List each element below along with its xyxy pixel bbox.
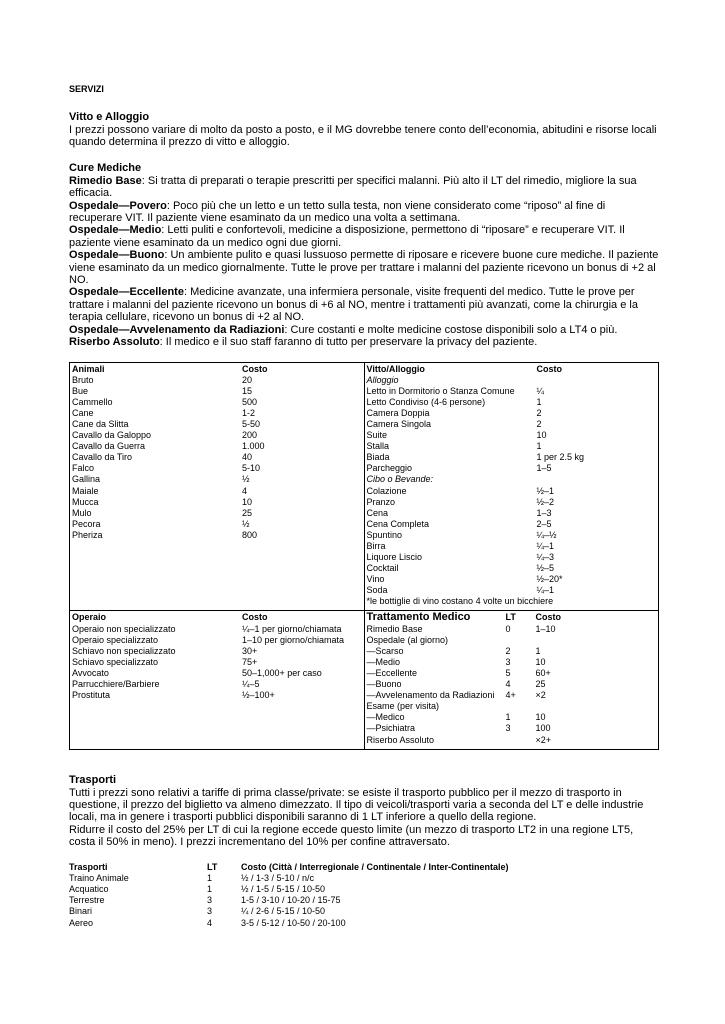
document-page [69,84,659,929]
alloggio-header-name: Vitto/Alloggio [366,363,425,374]
table-cell: 1-2 [242,407,256,418]
table-row [367,624,657,635]
table-cell: Esame (per visita) [366,701,440,712]
table-row [367,574,657,585]
cure-list [69,175,659,349]
table-cell: 4 [207,917,213,928]
table-cell: Falco [72,463,95,474]
table-row [367,635,657,646]
cure-item-term: Ospedale—Povero [69,199,167,212]
table-row [367,386,657,397]
trattamento-header-cost: Costo [535,612,561,623]
table-cell: ×2 [535,690,546,701]
table-row [72,452,362,463]
table-row [69,906,509,917]
price-tables [69,362,659,750]
vitto-text: I prezzi possono variare di molto da posto a posto, e il MG dovrebbe tenere conto dell’economia, abitudini e risorse locali quando determina il prezzo di vitto e alloggio. [69,124,657,149]
table-cell: Birra [366,541,386,551]
table-cell: Soda [366,585,388,596]
table-cell: Alloggio [366,374,399,385]
cure-item-text: : Un ambiente pulito e quasi lussuoso permette di riposare e ricevere buone cure mediche. Il paziente viene esaminato da un medico giornalmente. Tutte le prove per trattare i malanni del paziente ricevono un bonus di +2 al NO. [69,249,659,287]
table-cell: 1 [535,645,541,656]
table-cell: 75+ [242,656,258,667]
vitto-heading: Vitto e Alloggio [69,111,150,123]
table-row [367,497,657,508]
animali-header-name: Animali [72,363,105,374]
cure-item [69,175,659,200]
alloggio-cell [364,362,659,611]
table-cell: Suite [366,430,388,441]
table-cell: Parcheggio [366,463,413,474]
cure-item-text: : Il medico e il suo staff faranno di tutto per preservare la privacy del paziente. [159,336,538,349]
table-row [72,690,362,701]
table-cell [506,635,536,646]
table-cell [536,635,657,646]
table-cell: 3-5 / 5-12 / 10-50 / 20-100 [241,917,346,928]
trasporti-header-lt: LT [207,861,218,872]
cure-item-term: Ospedale—Eccellente [69,286,184,299]
table-cell: ½–20* [536,574,563,585]
table-cell: 10 [242,496,253,507]
cure-item [69,224,659,249]
table-row [367,541,657,552]
cure-item-term: Ospedale—Avvelenamento da Radiazioni [69,323,285,336]
table-cell: Traino Animale [69,872,129,883]
table-cell: Letto in Dormitorio o Stanza Comune [366,385,515,396]
table-cell: 40 [242,452,253,463]
table-row [367,657,657,668]
table-row [367,441,657,452]
trattamento-table [367,612,657,745]
table-cell: Parrucchiere/Barbiere [72,679,160,690]
cure-item-term: Ospedale—Medio [69,224,162,237]
alloggio-header-cost: Costo [536,363,562,374]
table-cell: 1–3 [536,507,552,518]
table-cell: Camera Singola [366,418,432,429]
cure-item [69,249,659,286]
trattamento-cell [364,611,659,749]
table-cell: 1 [536,441,542,452]
table-row [72,419,362,430]
table-cell: 2 [536,418,542,429]
table-row [69,873,509,884]
table-cell: 4+ [505,690,516,701]
table-row [367,463,657,474]
table-cell: Cena Completa [366,518,430,529]
table-cell: ¼–1 [536,541,555,551]
table-cell: 3 [207,906,213,917]
table-cell: —Buono [366,679,402,690]
table-row [72,668,362,679]
table-cell: 3 [505,723,511,734]
section-title: SERVIZI [69,84,104,94]
table-cell: —Eccellente [366,667,418,678]
table-row [367,679,657,690]
table-row [72,375,362,386]
table-row [72,646,362,657]
table-cell: 4 [505,679,511,690]
table-cell: 1 [536,396,542,407]
table-cell: Spuntino [366,529,403,540]
table-cell: Ospedale (al giorno) [366,634,449,645]
trattamento-header-lt: LT [505,612,516,623]
table-cell: Cibo o Bevande: [366,474,434,485]
trasporti-text-2: Ridurre il costo del 25% per LT di cui la regione eccede questo limite (un mezzo di trasporto LT2 in una regione LT5, costa il 50% in meno). I prezzi incrementano del 10% per confine attraversato. [69,823,634,849]
alloggio-note: *le bottiglie di vino costano 4 volte un bicchiere [366,596,554,607]
table-cell: Pecora [72,518,101,529]
table-row [72,397,362,408]
table-cell [536,701,657,712]
table-cell: ¼ / 2-6 / 5-15 / 10-50 [241,906,326,917]
table-row [72,463,362,474]
table-row [367,585,657,596]
cure-item-text: : Cure costanti e molte medicine costose disponibili solo a LT4 o più. [284,323,618,336]
table-cell: Acquatico [69,884,109,895]
cure-item-text: : Poco più che un letto e un tetto sulla testa, non viene considerato come “riposo” al fine di recuperare VIT. Il paziente viene esaminato da un medico una volta a settimana. [69,199,606,225]
table-row [72,474,362,485]
table-row [367,397,657,408]
table-cell: Bruto [72,374,94,385]
table-row [72,530,362,541]
table-cell: Stalla [366,441,390,452]
table-row [367,430,657,441]
table-row [72,386,362,397]
table-row [367,508,657,519]
table-cell: Cavallo da Galoppo [72,430,152,441]
table-cell: 200 [242,430,258,441]
operaio-table [72,612,362,701]
table-cell: —Medio [366,656,401,667]
table-cell: —Scarso [366,645,404,656]
table-cell: 25 [242,507,253,518]
table-row [367,519,657,530]
table-cell: 3 [207,895,213,906]
cure-heading: Cure Mediche [69,161,142,174]
table-cell: —Medico [366,712,405,723]
table-cell: Cocktail [366,563,399,574]
table-cell: Letto Condiviso (4-6 persone) [366,396,486,407]
table-cell: ¼–5 [242,679,260,690]
alloggio-table [367,364,657,597]
table-row [69,884,509,895]
table-row [367,690,657,701]
operaio-cell [70,611,365,749]
table-cell: Cavallo da Tiro [72,452,133,463]
table-cell [537,474,657,485]
table-row [72,635,362,646]
table-row [367,563,657,574]
table-cell: ½ [242,518,250,529]
table-cell: Liquore Liscio [366,552,423,563]
table-cell: —Avvelenamento da Radiazioni [366,690,495,701]
table-row [367,646,657,657]
table-cell: 1 [505,712,511,723]
table-cell: 5-10 [242,463,261,474]
trasporti-text-1: Tutti i prezzi sono relativi a tariffe di prima classe/private: se esiste il trasporto pubblico per il mezzo di trasporto in questione, il prezzo del biglietto va almeno dimezzato. Il tipo di veicoli/trasporti varia a seconda del LT e delle industrie locali, ma in genere i trasporti pubblici disponibili saranno di 1 LT inferiore a quello della regione. [69,786,644,824]
table-cell: 60+ [535,667,551,678]
table-cell: 1–5 [536,463,552,474]
table-row [72,497,362,508]
table-cell: 2–5 [536,518,552,529]
table-row [367,735,657,746]
table-cell: 10 [535,656,546,667]
table-cell: 15 [242,385,253,396]
table-row [72,486,362,497]
table-row [72,508,362,519]
cure-item [69,324,659,336]
table-cell: 5-50 [242,418,261,429]
trasporti-table [69,862,509,929]
trasporti-header-name: Trasporti [69,861,108,872]
table-row [72,441,362,452]
animali-header-cost: Costo [242,363,268,374]
table-cell: Cane da Slitta [72,418,129,429]
table-cell: 30+ [242,645,258,656]
table-cell: Cammello [72,396,113,407]
cure-item [69,200,659,225]
table-cell: 100 [535,723,551,734]
table-cell: Pranzo [366,496,396,507]
table-cell: Avvocato [72,667,109,678]
table-cell: Pheriza [72,529,103,540]
table-cell: Schiavo specializzato [72,656,159,667]
table-row [367,452,657,463]
table-cell: 5 [505,667,511,678]
table-cell: 0 [505,623,511,634]
table-cell: ½ / 1-3 / 5-10 / n/c [241,872,315,883]
table-cell: —Psichiatra [366,723,416,734]
table-cell [506,735,536,746]
table-cell: Operaio specializzato [72,634,159,645]
table-row [367,701,657,712]
table-cell: 25 [535,679,546,690]
table-cell: ½–100+ [242,690,275,701]
table-row [367,408,657,419]
table-cell: Cane [72,407,94,418]
cure-item [69,336,659,348]
trattamento-header-name: Trattamento Medico [366,611,471,624]
cure-item [69,286,659,323]
table-cell: ½ / 1-5 / 5-15 / 10-50 [241,884,326,895]
table-row [72,624,362,635]
table-cell: 800 [242,529,258,540]
table-cell: Prostituta [72,690,111,701]
table-cell [537,375,657,386]
table-cell: ¼ [536,385,545,396]
table-cell: 1 per 2.5 kg [536,452,585,463]
table-cell: 1 [207,872,213,883]
table-row [367,474,657,485]
table-row [367,530,657,541]
table-cell: Mucca [72,496,99,507]
table-cell: Aereo [69,917,94,928]
trasporti-header-cost: Costo (Città / Interregionale / Continentale / Inter-Continentale) [241,861,509,872]
table-cell: ½ [242,474,250,485]
operaio-header-name: Operaio [72,612,107,623]
animali-cell [70,362,365,611]
table-cell: 2 [536,407,542,418]
table-cell: Bue [72,385,89,396]
table-cell: ¼–3 [536,552,555,563]
table-row [367,668,657,679]
table-cell: Schiavo non specializzato [72,645,176,656]
table-cell: 1-5 / 3-10 / 10-20 / 15-75 [241,895,341,906]
cure-item-text: : Si tratta di preparati o terapie prescritti per specifici malanni. Più alto il LT del rimedio, migliore la sua efficacia. [69,174,637,200]
table-cell: Operaio non specializzato [72,623,176,634]
table-cell: ½–1 [536,485,555,496]
cure-item-term: Rimedio Base [69,174,142,187]
table-cell: 1.000 [242,441,265,452]
table-cell: Gallina [72,474,101,485]
table-cell: Vino [366,574,385,585]
table-cell: 50–1,000+ per caso [242,667,322,678]
table-cell: ¼–1 per giorno/chiamata [242,623,342,634]
cure-item-text: : Medicine avanzate, una infermiera personale, visite frequenti del medico. Tutte le prove per trattare i malanni del paziente ricevono un bonus di +6 al NO, mentre i trattamenti più avanzati, come la chirurgia e la terapia cellulare, ricevono un bonus di +2 al NO. [69,286,638,324]
table-row [72,679,362,690]
table-cell: Cavallo da Guerra [72,441,146,452]
table-cell: Terrestre [69,895,105,906]
trasporti-heading: Trasporti [69,773,117,786]
table-cell: Mulo [72,507,92,518]
table-cell: Camera Doppia [366,407,430,418]
table-row [367,712,657,723]
table-cell: ½–5 [536,563,555,574]
table-cell: 20 [242,374,253,385]
table-cell: Riserbo Assoluto [366,734,435,745]
table-cell: 1 [207,884,213,895]
table-row [72,519,362,530]
table-cell: 10 [536,430,547,441]
table-cell: ×2+ [535,734,552,745]
table-cell: 10 [535,712,546,723]
table-row [367,375,657,386]
table-row [69,895,509,906]
table-row [69,918,509,929]
table-row [72,657,362,668]
table-cell: 3 [505,656,511,667]
table-cell: 1–10 [535,623,556,634]
table-row [367,552,657,563]
table-cell: 1–10 per giorno/chiamata [242,634,345,645]
table-cell [506,701,536,712]
cure-item-term: Riserbo Assoluto [69,336,160,349]
table-cell: 2 [505,645,511,656]
table-cell: Colazione [366,485,407,496]
table-row [367,723,657,734]
table-cell: 500 [242,396,258,407]
table-row [367,419,657,430]
operaio-header-cost: Costo [242,612,268,623]
cure-item-text: : Letti puliti e confortevoli, medicine a disposizione, permettono di “riposare” e recuperare VIT. Il paziente viene esaminato da un medico ogni due giorni. [69,224,625,249]
table-cell: Biada [366,452,390,463]
table-cell: Maiale [72,485,99,496]
table-row [367,486,657,497]
table-cell: ¼–½ [536,529,557,540]
cure-item-term: Ospedale—Buono [69,249,165,262]
table-cell: ¼–1 [536,585,555,596]
table-row [72,408,362,419]
table-cell: Cena [366,507,389,518]
animali-table [72,364,362,542]
table-row [72,430,362,441]
table-cell: 4 [242,485,248,496]
table-cell: Binari [69,906,93,917]
table-cell: Rimedio Base [366,623,423,634]
table-cell: ½–2 [536,496,555,507]
